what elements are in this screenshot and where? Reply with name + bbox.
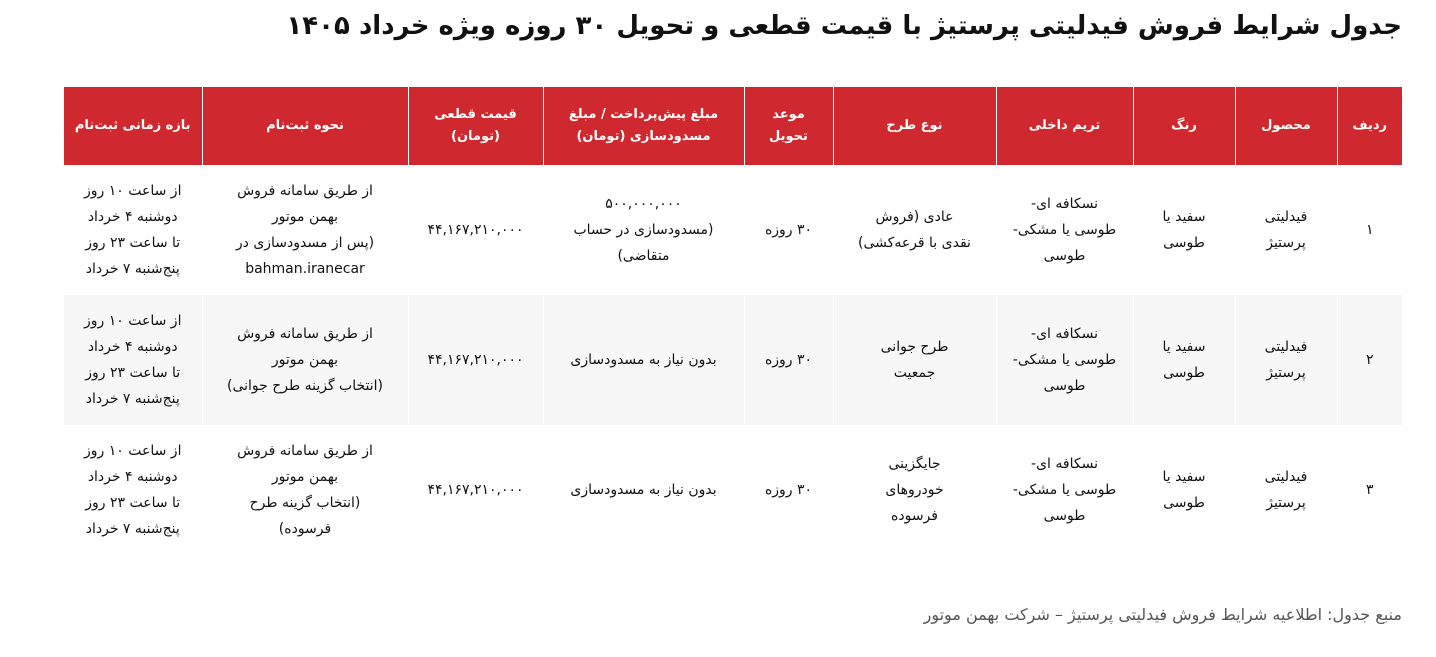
sales-conditions-table [64,87,1402,555]
cell-method: از طریق سامانه فروش بهمن موتور (انتخاب گزینه طرح فرسوده) [202,425,408,555]
column-header-price: قیمت قطعی (تومان) [408,87,543,165]
column-header-color: رنگ [1133,87,1235,165]
column-header-delivery: موعد تحویل [744,87,833,165]
table-row [64,295,1402,425]
cell-deposit: بدون نیاز به مسدودسازی [543,425,744,555]
cell-plan: طرح جوانی جمعیت [833,295,996,425]
cell-price [408,425,543,555]
table-header-row [64,87,1402,165]
column-header-product: محصول [1235,87,1337,165]
column-header-period: بازه زمانی ثبت‌نام [64,87,202,165]
cell-index: ۲ [1337,295,1402,425]
cell-color: سفید یا طوسی [1133,295,1235,425]
cell-product: فیدلیتی پرستیژ [1235,425,1337,555]
column-header-method: نحوه ثبت‌نام [202,87,408,165]
price-value: ۴۴,۱۶۷,۲۱۰,۰۰۰ [427,222,524,238]
cell-delivery: ۳۰ روزه [744,295,833,425]
cell-product: فیدلیتی پرستیژ [1235,295,1337,425]
cell-product: فیدلیتی پرستیژ [1235,165,1337,295]
page-title: جدول شرایط فروش فیدلیتی پرستیژ با قیمت قطعی و تحویل ۳۰ روزه ویژه خرداد ۱۴۰۵ [286,11,1402,41]
cell-price [408,165,543,295]
cell-plan: عادی (فروش نقدی با قرعه‌کشی) [833,165,996,295]
column-header-trim: تریم داخلی [996,87,1133,165]
price-value: ۴۴,۱۶۷,۲۱۰,۰۰۰ [427,352,524,368]
column-header-deposit: مبلغ پیش‌پرداخت / مبلغ مسدودسازی (تومان) [543,87,744,165]
cell-trim: نسکافه ای- طوسی یا مشکی- طوسی [996,295,1133,425]
cell-trim: نسکافه ای- طوسی یا مشکی- طوسی [996,425,1133,555]
cell-deposit: ۵۰۰,۰۰۰,۰۰۰ (مسدودسازی در حساب متقاضی) [543,165,744,295]
column-header-plan: نوع طرح [833,87,996,165]
cell-price [408,295,543,425]
cell-period: از ساعت ۱۰ روز دوشنبه ۴ خرداد تا ساعت ۲۳ روز پنج‌شنبه ۷ خرداد [84,183,182,277]
table-row [64,425,1402,555]
cell-color: سفید یا طوسی [1133,425,1235,555]
price-value: ۴۴,۱۶۷,۲۱۰,۰۰۰ [427,482,524,498]
cell-method: از طریق سامانه فروش بهمن موتور (انتخاب گزینه طرح جوانی) [202,295,408,425]
cell-index: ۳ [1337,425,1402,555]
table-source-note: منبع جدول: اطلاعیه شرایط فروش فیدلیتی پرستیژ – شرکت بهمن موتور [923,605,1402,624]
cell-method: از طریق سامانه فروش بهمن موتور (پس از مسدودسازی در bahman.iranecar [202,165,408,295]
cell-period: از ساعت ۱۰ روز دوشنبه ۴ خرداد تا ساعت ۲۳ روز پنج‌شنبه ۷ خرداد [84,443,182,537]
cell-index: ۱ [1337,165,1402,295]
cell-plan: جایگزینی خودروهای فرسوده [833,425,996,555]
cell-deposit: بدون نیاز به مسدودسازی [543,295,744,425]
cell-trim: نسکافه ای- طوسی یا مشکی- طوسی [996,165,1133,295]
cell-color: سفید یا طوسی [1133,165,1235,295]
cell-delivery: ۳۰ روزه [744,425,833,555]
column-header-index: ردیف [1337,87,1402,165]
cell-period: از ساعت ۱۰ روز دوشنبه ۴ خرداد تا ساعت ۲۳ روز پنج‌شنبه ۷ خرداد [64,295,202,425]
table-row [64,165,1402,295]
cell-delivery: ۳۰ روزه [744,165,833,295]
